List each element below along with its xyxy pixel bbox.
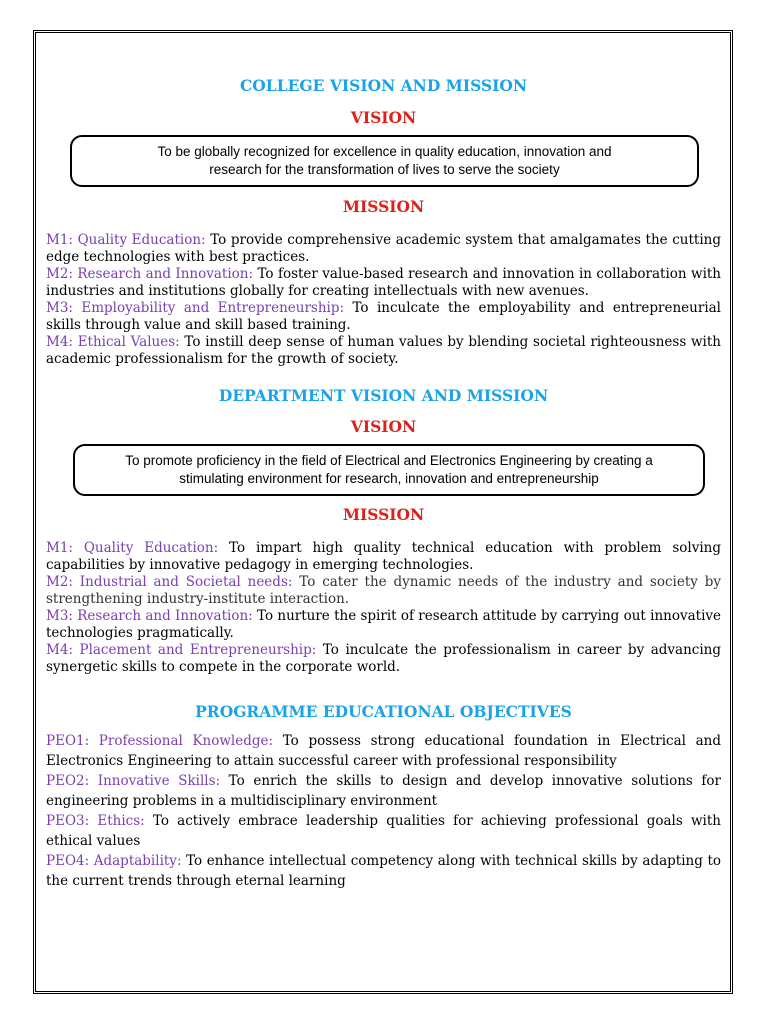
college-mission-item xyxy=(46,300,721,334)
department-heading: DEPARTMENT VISION AND MISSION xyxy=(218,386,549,405)
mission-text: To instill deep sense of human values by blending societal righteousness with academic professionalism for the growth of society. xyxy=(46,334,721,367)
peo-label: PEO1: Professional Knowledge: xyxy=(46,733,274,749)
mission-label: M2: Industrial and Societal needs: xyxy=(46,574,293,590)
college-vision-heading: VISION xyxy=(350,108,417,127)
mission-text: To impart high quality technical education with problem solving capabilities by innovative pedagogy in emerging technologies. xyxy=(46,540,721,573)
department-mission-item xyxy=(46,540,721,574)
department-mission-item xyxy=(46,608,721,642)
mission-text: To nurture the spirit of research attitude by carrying out innovative technologies pragmatically. xyxy=(46,608,722,641)
department-mission-heading: MISSION xyxy=(342,505,425,524)
peo-list xyxy=(46,731,721,891)
mission-label: M4: Ethical Values: xyxy=(46,334,180,350)
document-body xyxy=(46,70,721,891)
mission-text: To provide comprehensive academic system that amalgamates the cutting edge technologies with best practices. xyxy=(46,232,721,265)
department-mission-list xyxy=(46,540,721,676)
mission-text: To cater the dynamic needs of the industry and society by strengthening industry-institute interaction. xyxy=(46,574,721,607)
college-mission-item xyxy=(46,232,721,266)
mission-label: M3: Research and Innovation: xyxy=(46,608,253,624)
peo-label: PEO3: Ethics: xyxy=(46,813,145,829)
peo-heading: PROGRAMME EDUCATIONAL OBJECTIVES xyxy=(195,702,572,721)
college-vision-box xyxy=(70,135,699,187)
peo-label: PEO4: Adaptability: xyxy=(46,853,182,869)
mission-label: M4: Placement and Entrepreneurship: xyxy=(46,642,317,658)
mission-label: M2: Research and Innovation: xyxy=(46,266,254,282)
department-vision-line-2: stimulating environment for research, innovation and entrepreneurship xyxy=(179,471,599,486)
mission-text: To foster value-based research and innovation in collaboration with industries and institutions globally for creating intellectuals with new avenues. xyxy=(46,266,722,299)
peo-text: To possess strong educational foundation in Electrical and Electronics Engineering to attain successful career with professional responsibility xyxy=(46,733,721,769)
mission-label: M1: Quality Education: xyxy=(46,540,219,556)
college-mission-list xyxy=(46,232,721,368)
peo-text: To enhance intellectual competency along with technical skills by adapting to the current trends through eternal learning xyxy=(46,853,721,889)
peo-item xyxy=(46,851,721,891)
department-mission-item xyxy=(46,642,721,676)
mission-label: M3: Employability and Entrepreneurship: xyxy=(46,300,345,316)
department-mission-item xyxy=(46,574,721,608)
college-mission-heading: MISSION xyxy=(342,197,425,216)
college-vision-line-1: To be globally recognized for excellence in quality education, innovation and xyxy=(157,144,612,159)
peo-label: PEO2: Innovative Skills: xyxy=(46,773,221,789)
peo-item xyxy=(46,811,721,851)
department-vision-box xyxy=(73,444,705,496)
college-mission-item xyxy=(46,334,721,368)
college-mission-item xyxy=(46,266,721,300)
mission-label: M1: Quality Education: xyxy=(46,232,206,248)
mission-text: To inculcate the employability and entrepreneurial skills through value and skill based training. xyxy=(46,300,721,333)
department-vision-heading: VISION xyxy=(350,417,417,436)
peo-item xyxy=(46,771,721,811)
mission-text: To inculcate the professionalism in career by advancing synergetic skills to compete in the corporate world. xyxy=(46,642,721,675)
peo-text: To enrich the skills to design and develop innovative solutions for engineering problems in a multidisciplinary environment xyxy=(46,773,721,809)
college-heading: COLLEGE VISION AND MISSION xyxy=(239,76,528,95)
department-vision-line-1: To promote proficiency in the field of Electrical and Electronics Engineering by creating a xyxy=(125,453,653,468)
peo-text: To actively embrace leadership qualities for achieving professional goals with ethical values xyxy=(46,813,721,849)
college-vision-line-2: research for the transformation of lives to serve the society xyxy=(209,162,560,177)
peo-item xyxy=(46,731,721,771)
